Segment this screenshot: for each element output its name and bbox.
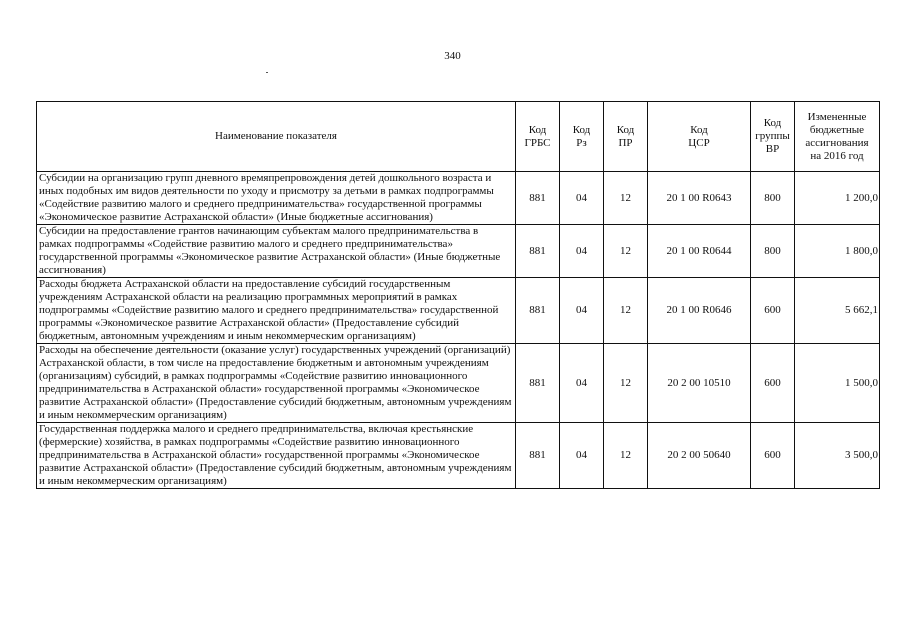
- header-vr: [751, 102, 795, 172]
- row-csr: 20 2 00 50640: [648, 423, 751, 489]
- header-amount-line: бюджетные: [809, 123, 865, 136]
- budget-table: [36, 101, 880, 489]
- row-name: Субсидии на организацию групп дневного времяпрепровождения детей дошкольного возраста и иных подобных им видов деятельности по уходу и присмотру за детьми в рамках подпрограммы «Содействие развитию малого и среднего предпринимательства» государственной программы «Экономическое развитие Астраханской области» (Иные бюджетные ассигнования): [37, 172, 516, 225]
- header-rz: [560, 102, 604, 172]
- page-number: 340: [444, 50, 461, 62]
- header-csr-line: ЦСР: [688, 136, 710, 149]
- row-rz: 04: [560, 423, 604, 489]
- row-grbs: 881: [516, 423, 560, 489]
- header-vr-line: группы: [755, 130, 790, 142]
- table-row: [37, 344, 880, 423]
- row-rz: 04: [560, 344, 604, 423]
- row-rz: 04: [560, 278, 604, 344]
- table-row: [37, 278, 880, 344]
- row-pr: 12: [604, 225, 648, 278]
- row-vr: 600: [751, 423, 795, 489]
- row-pr: 12: [604, 344, 648, 423]
- row-pr: 12: [604, 423, 648, 489]
- row-rz: 04: [560, 225, 604, 278]
- header-name: Наименование показателя: [37, 102, 516, 172]
- header-pr: [604, 102, 648, 172]
- row-csr: 20 1 00 R0643: [648, 172, 751, 225]
- row-csr: 20 1 00 R0646: [648, 278, 751, 344]
- table-row: [37, 423, 880, 489]
- table-row: [37, 225, 880, 278]
- row-grbs: 881: [516, 172, 560, 225]
- header-rz-line: Рз: [576, 136, 587, 149]
- row-grbs: 881: [516, 344, 560, 423]
- row-pr: 12: [604, 278, 648, 344]
- header-pr-line: ПР: [618, 136, 633, 149]
- header-amount-line: Измененные: [807, 110, 867, 123]
- table-header-row: [37, 102, 880, 172]
- row-amount: 1 200,0: [795, 172, 880, 225]
- row-name: Расходы бюджета Астраханской области на предоставление субсидий государственным учреждениям Астраханской области на реализацию программных мероприятий в рамках подпрограммы «Содействие развитию малого и среднего предпринимательства» государственной программы «Экономическое развитие Астраханской области» (Предоставление субсидий бюджетным, автономным учреждениям и иным некоммерческим организациям): [37, 278, 516, 344]
- header-grbs-line: ГРБС: [524, 136, 551, 149]
- header-vr-line: Код: [763, 117, 782, 129]
- header-amount: [795, 102, 880, 172]
- row-name: Государственная поддержка малого и среднего предпринимательства, включая крестьянские (фермерские) хозяйства, в рамках подпрограммы «Содействие развитию инновационного предпринимательства в Астраханской области» государственной программы «Экономическое развитие Астраханской области» (Предоставление субсидий бюджетным, автономным учреждениям и иным некоммерческим организациям): [37, 423, 516, 489]
- row-grbs: 881: [516, 278, 560, 344]
- scan-speck: [266, 72, 268, 73]
- header-csr-line: Код: [690, 123, 708, 136]
- row-amount: 1 800,0: [795, 225, 880, 278]
- header-amount-line: ассигнования: [805, 136, 869, 149]
- row-amount: 1 500,0: [795, 344, 880, 423]
- row-vr: 800: [751, 172, 795, 225]
- row-amount: 5 662,1: [795, 278, 880, 344]
- row-vr: 600: [751, 278, 795, 344]
- row-name: Субсидии на предоставление грантов начинающим субъектам малого предпринимательства в рамках подпрограммы «Содействие развитию малого и среднего предпринимательства» государственной программы «Экономическое развитие Астраханской области» (Иные бюджетные ассигнования): [37, 225, 516, 278]
- header-grbs: [516, 102, 560, 172]
- row-pr: 12: [604, 172, 648, 225]
- row-name: Расходы на обеспечение деятельности (оказание услуг) государственных учреждений (организаций) Астраханской области, в том числе на предоставление бюджетным и автономным учреждениям (организациям) субсидий, в рамках подпрограммы «Содействие развитию инновационного предпринимательства в Астраханской области» государственной программы «Экономическое развитие Астраханской области» (Предоставление субсидий бюджетным, автономным учреждениям и иным некоммерческим организациям): [37, 344, 516, 423]
- row-vr: 800: [751, 225, 795, 278]
- header-pr-line: Код: [616, 123, 635, 136]
- row-csr: 20 1 00 R0644: [648, 225, 751, 278]
- row-amount: 3 500,0: [795, 423, 880, 489]
- header-rz-line: Код: [572, 123, 591, 136]
- row-rz: 04: [560, 172, 604, 225]
- row-grbs: 881: [516, 225, 560, 278]
- header-grbs-line: Код: [528, 123, 547, 136]
- row-vr: 600: [751, 344, 795, 423]
- header-vr-line: ВР: [765, 143, 780, 155]
- header-csr: [648, 102, 751, 172]
- header-amount-line: на 2016 год: [810, 149, 864, 162]
- table-row: [37, 172, 880, 225]
- row-csr: 20 2 00 10510: [648, 344, 751, 423]
